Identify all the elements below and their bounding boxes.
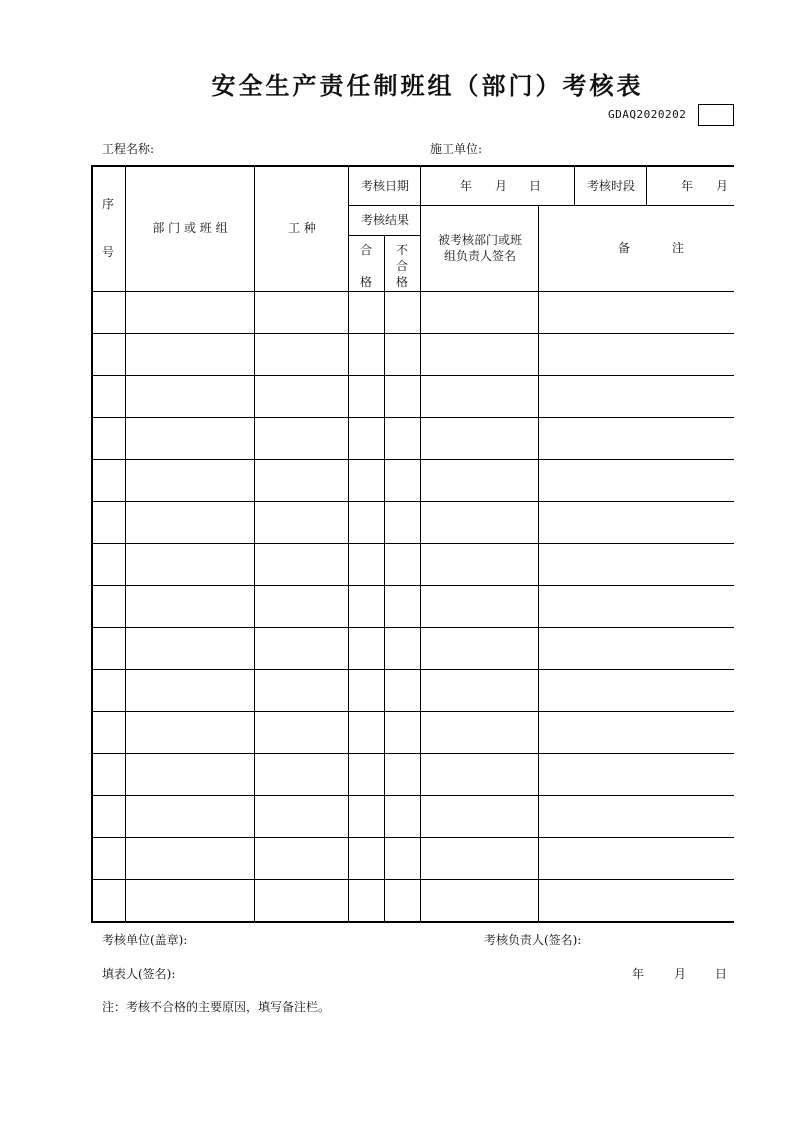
pass-cell[interactable] [348,417,384,459]
seq-cell[interactable] [91,417,125,459]
seq-cell[interactable] [91,333,125,375]
table-row [91,459,734,501]
exam-date-year: 年 [460,179,473,193]
pass-cell[interactable] [348,837,384,879]
remark-cell[interactable] [538,501,734,543]
trade-cell[interactable] [254,669,348,711]
seq-cell[interactable] [91,837,125,879]
signer-cell[interactable] [420,711,538,753]
fail-cell[interactable] [384,753,420,795]
table-row [91,837,734,879]
dept-header: 部 门 或 班 组 [152,221,228,235]
seq-cell[interactable] [91,711,125,753]
remark-cell[interactable] [538,879,734,921]
pass-cell[interactable] [348,501,384,543]
seq-cell[interactable] [91,291,125,333]
fail-cell[interactable] [384,333,420,375]
dept-cell[interactable] [125,501,254,543]
signer-cell[interactable] [420,669,538,711]
table-row [91,417,734,459]
pass-cell[interactable] [348,627,384,669]
trade-cell[interactable] [254,711,348,753]
remark-header-left: 备 [618,241,631,255]
table-row [91,375,734,417]
pass-cell[interactable] [348,459,384,501]
trade-cell[interactable] [254,333,348,375]
trade-cell[interactable] [254,585,348,627]
dept-cell[interactable] [125,543,254,585]
remark-cell[interactable] [538,459,734,501]
fail-cell[interactable] [384,291,420,333]
signer-cell[interactable] [420,879,538,921]
signer-cell[interactable] [420,753,538,795]
seq-cell[interactable] [91,543,125,585]
fail-cell[interactable] [384,627,420,669]
exam-unit-label: 考核单位(盖章): [102,933,188,947]
footer-day: 日 [715,967,728,981]
fail-header-2: 合 [395,259,408,273]
exam-period-month: 月 [716,179,729,193]
fail-cell[interactable] [384,585,420,627]
fail-cell[interactable] [384,375,420,417]
trade-cell[interactable] [254,417,348,459]
remark-header-right: 注 [672,241,685,255]
dept-cell[interactable] [125,711,254,753]
signer-cell[interactable] [420,501,538,543]
seq-cell[interactable] [91,753,125,795]
filler-label: 填表人(签名): [102,967,176,981]
signer-cell[interactable] [420,417,538,459]
fail-cell[interactable] [384,417,420,459]
remark-cell[interactable] [538,837,734,879]
pass-cell[interactable] [348,753,384,795]
fail-cell[interactable] [384,669,420,711]
remark-cell[interactable] [538,585,734,627]
remark-cell[interactable] [538,711,734,753]
table-row [91,753,734,795]
signer-header-line1: 被考核部门或班 [437,233,522,247]
seq-cell[interactable] [91,879,125,921]
col-divider-date-value [574,165,575,205]
exam-date-label: 考核日期 [360,179,409,193]
fail-cell[interactable] [384,795,420,837]
table-row [91,291,734,333]
fail-cell[interactable] [384,543,420,585]
pass-cell[interactable] [348,291,384,333]
seq-cell[interactable] [91,669,125,711]
fail-header-1: 不 [395,243,408,257]
pass-cell[interactable] [348,333,384,375]
exam-period-year: 年 [681,179,694,193]
seq-cell[interactable] [91,459,125,501]
table-bottom-border [91,921,734,923]
project-name-label: 工程名称: [102,142,155,156]
table-row [91,669,734,711]
exam-period-label: 考核时段 [586,179,635,193]
exam-result-label: 考核结果 [360,213,409,227]
trade-cell[interactable] [254,795,348,837]
signer-cell[interactable] [420,585,538,627]
remark-cell[interactable] [538,669,734,711]
trade-cell[interactable] [254,543,348,585]
exam-leader-label: 考核负责人(签名): [484,933,582,947]
remark-cell[interactable] [538,753,734,795]
form-code: GDAQ2020202 [608,108,687,121]
trade-cell[interactable] [254,501,348,543]
construction-unit-label: 施工单位: [430,142,483,156]
table-row [91,543,734,585]
pass-cell[interactable] [348,879,384,921]
seq-cell[interactable] [91,501,125,543]
header-divider-date [348,205,734,206]
dept-cell[interactable] [125,795,254,837]
trade-header: 工 种 [288,221,316,235]
seq-cell[interactable] [91,375,125,417]
pass-cell[interactable] [348,795,384,837]
pass-cell[interactable] [348,375,384,417]
seq-cell[interactable] [91,627,125,669]
col-divider-period-label [646,165,647,205]
pass-cell[interactable] [348,669,384,711]
signer-cell[interactable] [420,543,538,585]
table-row [91,585,734,627]
seq-header-top: 序 [101,197,114,211]
dept-cell[interactable] [125,375,254,417]
dept-cell[interactable] [125,627,254,669]
footer-year: 年 [632,967,645,981]
fail-cell[interactable] [384,459,420,501]
trade-cell[interactable] [254,459,348,501]
remark-cell[interactable] [538,333,734,375]
dept-cell[interactable] [125,585,254,627]
signer-cell[interactable] [420,795,538,837]
trade-cell[interactable] [254,291,348,333]
exam-date-month: 月 [495,179,508,193]
dept-cell[interactable] [125,669,254,711]
signer-cell[interactable] [420,291,538,333]
remark-cell[interactable] [538,375,734,417]
dept-cell[interactable] [125,459,254,501]
table-row [91,501,734,543]
pass-cell[interactable] [348,711,384,753]
pass-cell[interactable] [348,585,384,627]
fail-cell[interactable] [384,879,420,921]
trade-cell[interactable] [254,627,348,669]
fail-cell[interactable] [384,711,420,753]
fail-cell[interactable] [384,837,420,879]
fail-header-3: 格 [395,275,408,289]
pass-header-2: 格 [359,275,372,289]
table-row [91,333,734,375]
signer-header-line2: 组负责人签名 [443,249,516,263]
table-row [91,711,734,753]
seq-header-bottom: 号 [101,245,114,259]
pass-cell[interactable] [348,543,384,585]
signer-cell[interactable] [420,837,538,879]
trade-cell[interactable] [254,879,348,921]
signer-cell[interactable] [420,375,538,417]
seq-cell[interactable] [91,585,125,627]
signer-cell[interactable] [420,333,538,375]
dept-cell[interactable] [125,753,254,795]
signer-cell[interactable] [420,459,538,501]
remark-cell[interactable] [538,795,734,837]
form-number-box[interactable] [698,104,734,126]
trade-cell[interactable] [254,375,348,417]
table-top-border [91,165,734,167]
seq-cell[interactable] [91,795,125,837]
signer-cell[interactable] [420,627,538,669]
dept-cell[interactable] [125,333,254,375]
dept-cell[interactable] [125,837,254,879]
table-row [91,627,734,669]
exam-date-day: 日 [529,179,542,193]
trade-cell[interactable] [254,837,348,879]
dept-cell[interactable] [125,291,254,333]
trade-cell[interactable] [254,753,348,795]
remark-cell[interactable] [538,291,734,333]
remark-cell[interactable] [538,417,734,459]
dept-cell[interactable] [125,417,254,459]
table-row [91,795,734,837]
page-title: 安全生产责任制班组（部门）考核表 [211,72,644,100]
remark-cell[interactable] [538,627,734,669]
pass-header-1: 合 [359,243,372,257]
dept-cell[interactable] [125,879,254,921]
footer-note: 注：考核不合格的主要原因，填写备注栏。 [102,1000,331,1014]
table-row [91,879,734,921]
remark-cell[interactable] [538,543,734,585]
footer-month: 月 [674,967,687,981]
fail-cell[interactable] [384,501,420,543]
